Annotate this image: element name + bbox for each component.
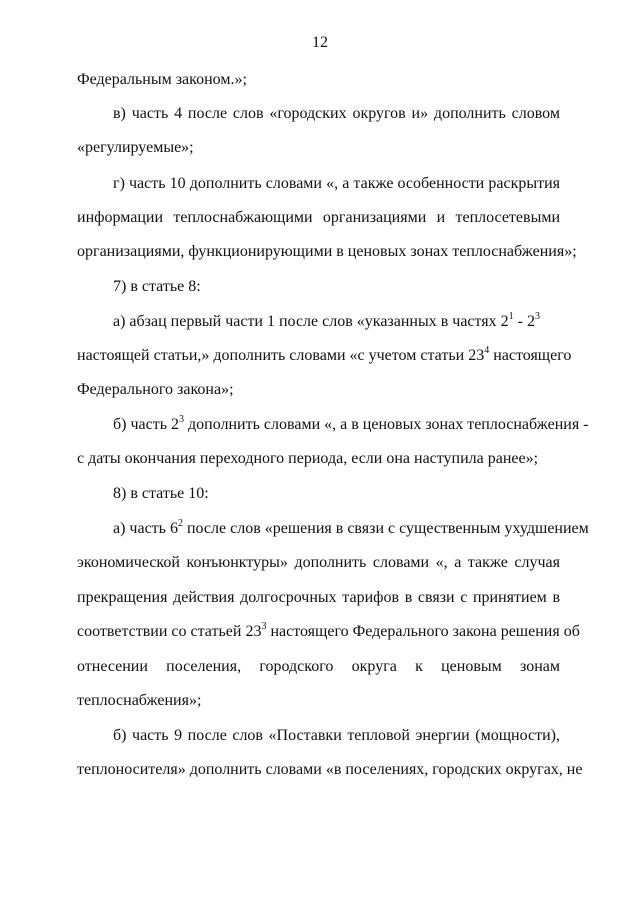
superscript: 4 (484, 344, 490, 356)
text-line (113, 104, 560, 124)
line-text: в) часть 4 после слов «городских округов и» дополнить словом (113, 105, 560, 122)
line-text: г) часть 10 дополнить словами «, а также особенности раскрытия (113, 175, 560, 192)
superscript: 3 (179, 413, 185, 425)
line-text-start: а) абзац первый части 1 после слов «указанных в частях 2 (113, 313, 509, 330)
text-line (113, 174, 560, 194)
line-text: б) часть 9 после слов «Поставки тепловой энергии (мощности), (113, 727, 560, 744)
text-line (77, 70, 560, 90)
line-text: 7) в статье 8: (113, 278, 201, 295)
line-text-start: соответствии со статьей 23 (77, 623, 262, 640)
line-text: прекращения действия долгосрочных тарифов в связи с принятием в (77, 589, 560, 606)
text-line (77, 691, 560, 711)
line-text-middle: - 2 (513, 313, 535, 330)
text-line (77, 344, 572, 366)
text-line (77, 620, 580, 642)
line-text: 8) в статье 10: (113, 485, 209, 502)
line-text-start: б) часть 2 (113, 416, 180, 433)
line-text-end: настоящего Федерального закона решения об (266, 623, 580, 640)
text-line (77, 449, 560, 469)
line-text: Федерального закона»; (77, 381, 234, 398)
text-line (113, 517, 589, 539)
superscript: 3 (534, 310, 540, 322)
text-line (113, 277, 560, 297)
line-text-start: а) часть 6 (113, 520, 178, 537)
line-text-start: настоящей статьи,» дополнить словами «с учетом статьи 23 (77, 347, 485, 364)
text-line (77, 657, 560, 677)
line-text-end: после слов «решения в связи с существенным ухудшением (182, 520, 589, 537)
text-line (113, 312, 560, 332)
text-line (77, 208, 560, 228)
line-text: теплоносителя» дополнить словами «в поселениях, городских округах, не (77, 761, 583, 778)
superscript: 2 (177, 517, 183, 529)
superscript: 3 (261, 620, 267, 632)
line-text: теплоснабжения»; (77, 692, 202, 709)
text-line (113, 484, 560, 504)
line-text: информации теплоснабжающими организациями и теплосетевыми (77, 209, 560, 226)
text-line (113, 413, 589, 435)
text-line (77, 380, 560, 400)
line-text-end: настоящего (489, 347, 572, 364)
line-text: отнесении поселения, городского округа к ценовым зонам (77, 658, 560, 675)
text-line (77, 588, 560, 608)
line-text: с даты окончания переходного периода, если она наступила ранее»; (77, 450, 539, 467)
text-line (77, 553, 560, 573)
page-number: 12 (312, 34, 328, 51)
line-text: экономической конъюнктуры» дополнить словами «, а также случая (77, 554, 560, 571)
text-line (77, 138, 560, 158)
line-text: Федеральным законом.»; (77, 71, 247, 88)
line-text: «регулируемые»; (77, 139, 194, 156)
line-text: организациями, функционирующими в ценовых зонах теплоснабжения»; (77, 243, 577, 260)
text-line (77, 242, 577, 262)
line-text-end: дополнить словами «, а в ценовых зонах теплоснабжения - (184, 416, 589, 433)
text-line (77, 760, 583, 780)
text-line (113, 726, 560, 746)
superscript: 1 (508, 310, 514, 322)
